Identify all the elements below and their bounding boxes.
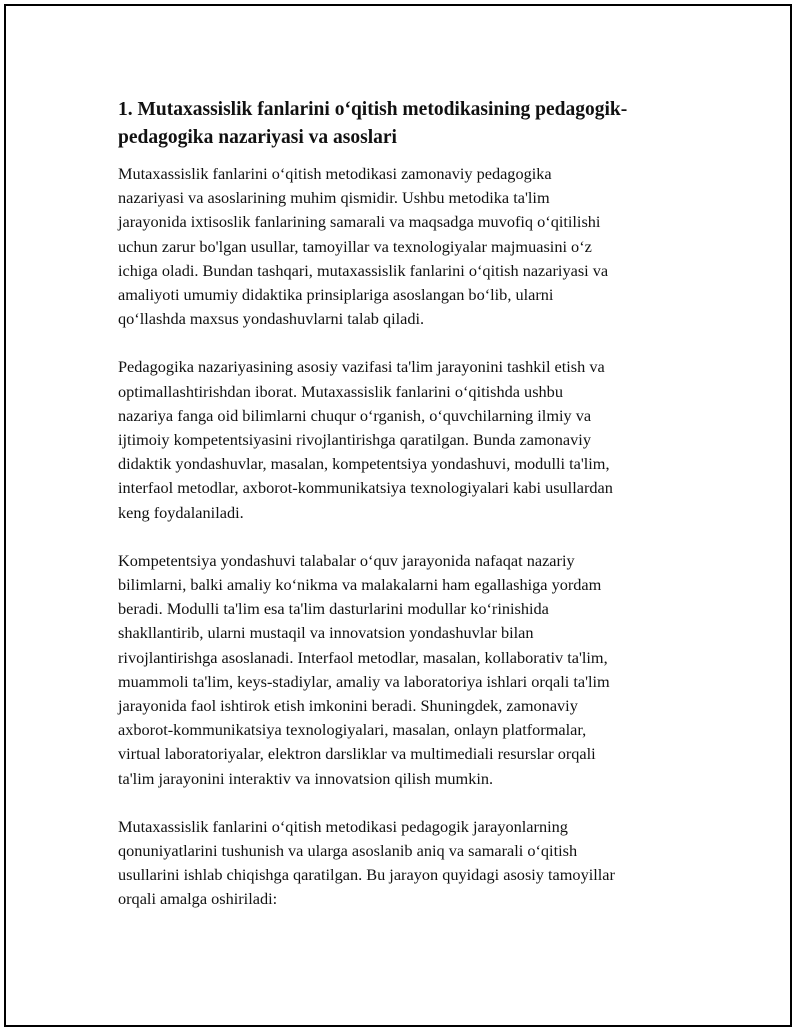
text-line: didaktik yondashuvlar, masalan, kompetentsiya yondashuvi, modulli ta'lim, — [118, 454, 610, 474]
paragraph — [118, 815, 690, 912]
text-line: nazariyasi va asoslarining muhim qismidir. Ushbu metodika ta'lim — [118, 188, 550, 208]
text-line: usullarini ishlab chiqishga qaratilgan. Bu jarayon quyidagi asosiy tamoyillar — [118, 865, 615, 885]
text-line: virtual laboratoriyalar, elektron darsliklar va multimediali resurslar orqali — [118, 744, 596, 764]
text-line: qonuniyatlarini tushunish va ularga asoslanib aniq va samarali o‘qitish — [118, 841, 578, 861]
text-line: rivojlantirishga asoslanadi. Interfaol metodlar, masalan, kollaborativ ta'lim, — [118, 647, 608, 667]
text-line: Mutaxassislik fanlarini o‘qitish metodikasi zamonaviy pedagogika — [118, 164, 552, 183]
text-line: Mutaxassislik fanlarini o‘qitish metodikasi pedagogik jarayonlarning — [118, 816, 568, 836]
text-line: muammoli ta'lim, keys-stadiylar, amaliy va laboratoriya ishlari orqali ta'lim — [118, 671, 610, 691]
text-line: amaliyoti umumiy didaktika prinsiplariga asoslangan bo‘lib, ularni — [118, 285, 554, 305]
text-line: qo‘llashda maxsus yondashuvlarni talab qiladi. — [118, 309, 425, 329]
text-line: axborot-kommunikatsiya texnologiyalari, masalan, onlayn platformalar, — [118, 720, 587, 740]
document-body — [118, 96, 690, 936]
text-line: nazariya fanga oid bilimlarni chuqur o‘rganish, o‘quvchilarning ilmiy va — [118, 405, 592, 425]
paragraph — [118, 162, 690, 331]
paragraph — [118, 549, 690, 791]
text-line: interfaol metodlar, axborot-kommunikatsiya texnologiyalari kabi usullardan — [118, 478, 613, 498]
paragraph — [118, 355, 690, 524]
text-line: shakllantirib, ularni mustaqil va innovatsion yondashuvlar bilan — [118, 623, 534, 643]
text-line: keng foydalaniladi. — [118, 502, 244, 522]
heading-line: pedagogika nazariyasi va asoslari — [118, 127, 397, 148]
text-line: ichiga oladi. Bundan tashqari, mutaxassislik fanlarini o‘qitish nazariyasi va — [118, 260, 609, 280]
section-heading — [118, 96, 690, 152]
text-line: Pedagogika nazariyasining asosiy vazifasi ta'lim jarayonini tashkil etish va — [118, 357, 605, 377]
text-line: ta'lim jarayonini interaktiv va innovatsion qilish mumkin. — [118, 768, 494, 788]
text-line: Kompetentsiya yondashuvi talabalar o‘quv jarayonida nafaqat nazariy — [118, 550, 575, 570]
text-line: beradi. Modulli ta'lim esa ta'lim dasturlarini modullar ko‘rinishida — [118, 599, 549, 619]
text-line: jarayonida ixtisoslik fanlarining samarali va maqsadga muvofiq o‘qitilishi — [118, 212, 601, 232]
text-line: uchun zarur bo'lgan usullar, tamoyillar va texnologiyalar majmuasini o‘z — [118, 236, 592, 256]
text-line: ijtimoiy kompetentsiyasini rivojlantirishga qaratilgan. Bunda zamonaviy — [118, 430, 591, 450]
text-line: optimallashtirishdan iborat. Mutaxassislik fanlarini o‘qitishda ushbu — [118, 381, 563, 401]
text-line: jarayonida faol ishtirok etish imkonini beradi. Shuningdek, zamonaviy — [118, 696, 578, 716]
text-line: orqali amalga oshiriladi: — [118, 889, 278, 909]
text-line: bilimlarni, balki amaliy ko‘nikma va malakalarni ham egallashiga yordam — [118, 575, 602, 595]
heading-line: 1. Mutaxassislik fanlarini o‘qitish metodikasining pedagogik- — [118, 99, 628, 120]
